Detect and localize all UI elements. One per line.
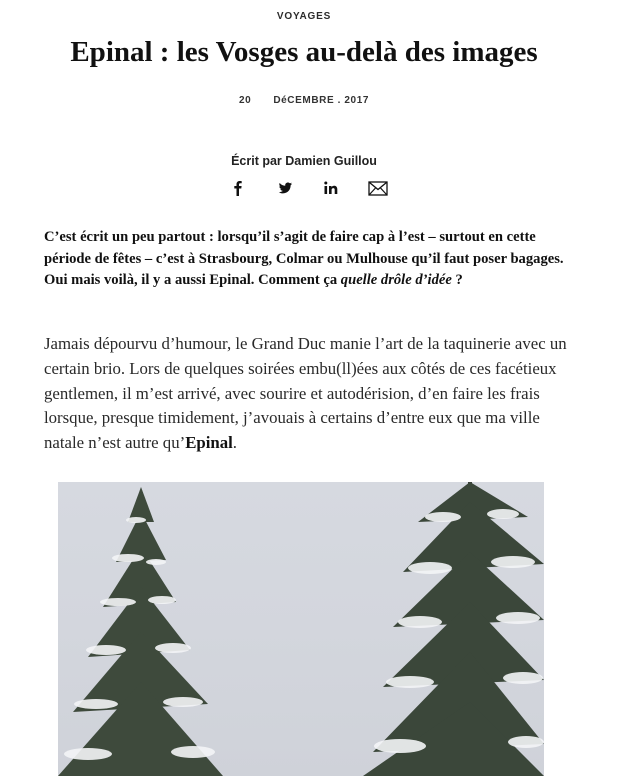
twitter-icon[interactable] bbox=[275, 178, 295, 198]
lead-text: C’est écrit un peu partout : lorsqu’il s’agit de faire cap à l’est – surtout en cette période de fêtes – c’est à Strasbourg, Colmar ou Mulhouse qu’il faut poser bagages. Oui mais voilà, il y a aussi Epinal. Comment ça bbox=[44, 229, 564, 288]
article-author: Écrit par Damien Guillou bbox=[231, 154, 377, 168]
body-strong-epinal: Epinal bbox=[185, 433, 233, 453]
date-month-year: DéCEMBRE . 2017 bbox=[273, 95, 370, 106]
facebook-icon[interactable] bbox=[228, 178, 248, 198]
lead-text-end: ? bbox=[451, 272, 463, 288]
share-bar bbox=[228, 178, 388, 198]
linkedin-icon[interactable] bbox=[321, 178, 341, 198]
article-photo-snowy-fir-trees bbox=[58, 482, 544, 776]
body-text-end: . bbox=[232, 433, 237, 453]
article-body-paragraph bbox=[44, 332, 568, 456]
mail-icon[interactable] bbox=[368, 178, 388, 198]
lead-emphasis: quelle drôle d’idée bbox=[340, 272, 452, 288]
article-date bbox=[0, 95, 608, 106]
date-day: 20 bbox=[238, 95, 252, 106]
article-category[interactable]: VOYAGES bbox=[276, 11, 332, 22]
body-text: Jamais dépourvu d’humour, le Grand Duc manie l’art de la taquinerie avec un certain brio. Lors de quelques soirées embu(ll)ées aux côtés de ces facétieux gentlemen, il m’est arrivé, avec sourire et autodérision, d’en faire les frais lorsque, presque timidement, j’avouais à certains d’entre eux que ma ville natale n’est autre qu’ bbox=[44, 334, 567, 453]
article-lead bbox=[44, 227, 564, 292]
article-title: Epinal : les Vosges au-delà des images bbox=[70, 36, 538, 68]
